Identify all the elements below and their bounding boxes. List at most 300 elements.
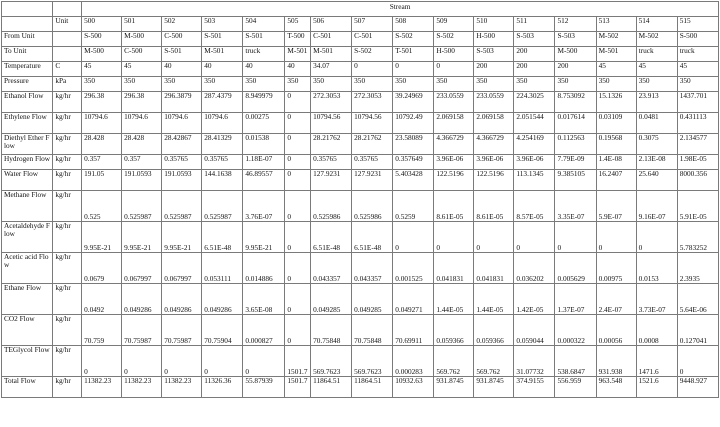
table-cell: M-500 — [82, 47, 122, 62]
table-cell: 39.24969 — [393, 92, 434, 113]
table-cell: 9.95E-21 — [162, 222, 202, 253]
table-cell: 10794.6 — [82, 113, 122, 134]
table-cell: 296.38 — [82, 92, 122, 113]
table-cell: 931.8745 — [474, 377, 514, 398]
table-cell: M-501 — [311, 47, 352, 62]
table-cell: 0.000283 — [393, 346, 434, 377]
table-cell: 9.16E-07 — [636, 191, 677, 222]
table-cell: 0.067997 — [162, 253, 202, 284]
row-label: Ethanol Flow — [2, 92, 53, 113]
table-cell: 8.949979 — [243, 92, 285, 113]
table-cell: 46.89557 — [243, 170, 285, 191]
table-cell: 3.76E-07 — [243, 191, 285, 222]
table-cell: S-503 — [474, 47, 514, 62]
table-cell: 0.0008 — [636, 315, 677, 346]
table-cell: 233.0559 — [434, 92, 474, 113]
table-cell: 8.61E-05 — [474, 191, 514, 222]
stream-table — [1, 1, 719, 398]
table-cell: 127.9231 — [352, 170, 393, 191]
table-cell: 287.4379 — [202, 92, 243, 113]
table-cell: S-500 — [82, 32, 122, 47]
table-cell: 70.75848 — [352, 315, 393, 346]
table-cell: 350 — [122, 77, 162, 92]
table-cell: 0.35765 — [202, 155, 243, 170]
table-cell: 45 — [82, 62, 122, 77]
table-cell: 0.049286 — [202, 284, 243, 315]
table-cell: 1.44E-05 — [434, 284, 474, 315]
table-cell: 0 — [243, 346, 285, 377]
table-cell: 0.431113 — [677, 113, 718, 134]
table-cell: 0.059044 — [514, 315, 555, 346]
row-label: Water Flow — [2, 170, 53, 191]
table-cell: 0 — [514, 222, 555, 253]
row-unit — [53, 47, 82, 62]
table-cell: C-500 — [122, 47, 162, 62]
row-unit: kg/hr — [53, 315, 82, 346]
table-cell: 10794.6 — [122, 113, 162, 134]
table-cell: 0 — [285, 170, 311, 191]
table-row — [2, 155, 719, 170]
table-cell: 1.18E-07 — [243, 155, 285, 170]
table-cell: 0 — [285, 253, 311, 284]
table-cell: 15.1326 — [596, 92, 636, 113]
table-row — [2, 284, 719, 315]
stream-title-row — [2, 2, 719, 17]
table-cell: 0.043357 — [352, 253, 393, 284]
table-row — [2, 134, 719, 155]
table-cell: 0.049285 — [352, 284, 393, 315]
table-cell: 10794.56 — [352, 113, 393, 134]
table-cell: 0 — [434, 222, 474, 253]
row-unit: kg/hr — [53, 346, 82, 377]
table-cell: 28.21762 — [352, 134, 393, 155]
row-label: Temperature — [2, 62, 53, 77]
table-cell: 0 — [122, 346, 162, 377]
row-label: TEGlycol Flow — [2, 346, 53, 377]
table-cell: 0.00275 — [243, 113, 285, 134]
table-row — [2, 222, 719, 253]
table-cell: 0 — [555, 222, 596, 253]
stream-id-513: 513 — [596, 17, 636, 32]
table-cell: 191.0593 — [162, 170, 202, 191]
stream-id-501: 501 — [122, 17, 162, 32]
table-cell: 28.41329 — [202, 134, 243, 155]
table-cell: 0.041831 — [474, 253, 514, 284]
stream-id-502: 502 — [162, 17, 202, 32]
table-cell: 0 — [596, 222, 636, 253]
table-cell: 350 — [202, 77, 243, 92]
table-cell: 1471.6 — [636, 346, 677, 377]
table-cell: 0.01538 — [243, 134, 285, 155]
row-unit: kg/hr — [53, 191, 82, 222]
table-cell: 8.61E-05 — [434, 191, 474, 222]
table-cell: truck — [243, 47, 285, 62]
table-cell: 350 — [474, 77, 514, 92]
table-cell: 10932.63 — [393, 377, 434, 398]
table-cell: 0.067997 — [122, 253, 162, 284]
row-label: Ethane Flow — [2, 284, 53, 315]
table-cell: S-501 — [162, 47, 202, 62]
stream-id-508: 508 — [393, 17, 434, 32]
table-cell: 0.357649 — [393, 155, 434, 170]
table-cell: 0 — [285, 284, 311, 315]
table-cell: 5.64E-06 — [677, 284, 718, 315]
table-cell: 0 — [285, 92, 311, 113]
table-cell: 70.75904 — [202, 315, 243, 346]
table-cell: M-501 — [285, 47, 311, 62]
table-cell: 1.37E-07 — [555, 284, 596, 315]
table-cell: 1.4E-08 — [596, 155, 636, 170]
table-cell: 0.0481 — [636, 113, 677, 134]
table-cell: 0.0153 — [636, 253, 677, 284]
table-row — [2, 377, 719, 398]
table-row — [2, 253, 719, 284]
row-unit — [53, 32, 82, 47]
table-cell: S-503 — [514, 32, 555, 47]
table-cell: M-500 — [555, 47, 596, 62]
table-cell: C-501 — [352, 32, 393, 47]
table-cell: 0.03109 — [596, 113, 636, 134]
table-cell: 34.07 — [311, 62, 352, 77]
table-cell: 122.5196 — [474, 170, 514, 191]
table-cell: 2.069158 — [474, 113, 514, 134]
table-cell: C-500 — [162, 32, 202, 47]
table-cell: M-500 — [122, 32, 162, 47]
table-cell: 350 — [555, 77, 596, 92]
table-cell: 28.42867 — [162, 134, 202, 155]
table-cell: 8.57E-05 — [514, 191, 555, 222]
row-label: Ethylene Flow — [2, 113, 53, 134]
row-label: Methane Flow — [2, 191, 53, 222]
table-cell: 0.017614 — [555, 113, 596, 134]
row-unit: kg/hr — [53, 377, 82, 398]
table-cell: 0.005629 — [555, 253, 596, 284]
row-label: Acetic acid Flow — [2, 253, 53, 284]
table-cell: 0 — [393, 62, 434, 77]
stream-id-505: 505 — [285, 17, 311, 32]
table-cell: 0.0679 — [82, 253, 122, 284]
table-cell: 40 — [162, 62, 202, 77]
table-cell: 3.96E-06 — [474, 155, 514, 170]
table-cell: T-500 — [285, 32, 311, 47]
stream-id-503: 503 — [202, 17, 243, 32]
table-cell: M-502 — [636, 32, 677, 47]
table-cell: 6.51E-48 — [202, 222, 243, 253]
table-cell: 45 — [677, 62, 718, 77]
row-unit: kg/hr — [53, 170, 82, 191]
table-cell: 11382.23 — [82, 377, 122, 398]
stream-id-512: 512 — [555, 17, 596, 32]
table-cell: S-502 — [393, 32, 434, 47]
table-cell: 0.35765 — [352, 155, 393, 170]
table-cell: 0.0492 — [82, 284, 122, 315]
stream-id-504: 504 — [243, 17, 285, 32]
table-cell: 3.35E-07 — [555, 191, 596, 222]
table-cell: 0.043357 — [311, 253, 352, 284]
table-cell: 350 — [285, 77, 311, 92]
table-cell: 11382.23 — [122, 377, 162, 398]
table-cell: 224.3025 — [514, 92, 555, 113]
table-cell: 2.13E-08 — [636, 155, 677, 170]
table-cell: 0.00975 — [596, 253, 636, 284]
table-cell: 272.3053 — [352, 92, 393, 113]
table-cell: 5.9E-07 — [596, 191, 636, 222]
table-cell: H-500 — [474, 32, 514, 47]
table-cell: 9.95E-21 — [82, 222, 122, 253]
table-cell: 11864.51 — [311, 377, 352, 398]
table-cell: 569.762 — [434, 346, 474, 377]
table-cell: 6.51E-48 — [311, 222, 352, 253]
table-cell: 0 — [82, 346, 122, 377]
table-cell: 0.525987 — [122, 191, 162, 222]
table-cell: 4.254169 — [514, 134, 555, 155]
table-cell: M-502 — [596, 32, 636, 47]
table-cell: 0.053111 — [202, 253, 243, 284]
table-cell: 350 — [82, 77, 122, 92]
row-label: Hydrogen Flow — [2, 155, 53, 170]
table-cell: 191.0593 — [122, 170, 162, 191]
table-cell: 200 — [514, 62, 555, 77]
table-cell: 1521.6 — [636, 377, 677, 398]
row-unit: kg/hr — [53, 92, 82, 113]
table-cell: 28.21762 — [311, 134, 352, 155]
row-label: From Unit — [2, 32, 53, 47]
table-cell: 569.7623 — [311, 346, 352, 377]
stream-id-515: 515 — [677, 17, 718, 32]
row-label: Acetaldehyde Flow — [2, 222, 53, 253]
table-cell: 0 — [474, 222, 514, 253]
table-cell: 0.001525 — [393, 253, 434, 284]
table-row — [2, 315, 719, 346]
table-row — [2, 346, 719, 377]
table-cell: 0 — [434, 62, 474, 77]
table-cell: 2.134577 — [677, 134, 718, 155]
table-cell: 4.366729 — [434, 134, 474, 155]
unit-header: Unit — [53, 17, 82, 32]
row-label: Total Flow — [2, 377, 53, 398]
table-cell: 0.049285 — [311, 284, 352, 315]
table-cell: 350 — [162, 77, 202, 92]
table-cell: 0.35765 — [162, 155, 202, 170]
table-row — [2, 113, 719, 134]
stream-table-container — [1, 1, 719, 425]
table-cell: truck — [636, 47, 677, 62]
stream-id-507: 507 — [352, 17, 393, 32]
table-cell: 2.051544 — [514, 113, 555, 134]
table-cell: 3.96E-06 — [434, 155, 474, 170]
table-cell: 0.5259 — [393, 191, 434, 222]
table-row — [2, 77, 719, 92]
table-cell: 0.525987 — [162, 191, 202, 222]
table-cell: 233.0559 — [474, 92, 514, 113]
table-cell: 0.357 — [122, 155, 162, 170]
table-cell: 10794.6 — [162, 113, 202, 134]
table-cell: 0.059366 — [434, 315, 474, 346]
table-cell: 28.428 — [82, 134, 122, 155]
table-cell: 0.049286 — [162, 284, 202, 315]
row-label: Pressure — [2, 77, 53, 92]
table-cell: 70.75848 — [311, 315, 352, 346]
table-cell: 0 — [393, 222, 434, 253]
table-cell: 931.8745 — [434, 377, 474, 398]
unit-corner-cell — [53, 2, 82, 17]
row-label: To Unit — [2, 47, 53, 62]
row-unit: kg/hr — [53, 284, 82, 315]
table-cell: 0 — [285, 113, 311, 134]
stream-id-506: 506 — [311, 17, 352, 32]
table-cell: 40 — [243, 62, 285, 77]
stream-id-510: 510 — [474, 17, 514, 32]
table-cell: 0.014886 — [243, 253, 285, 284]
table-cell: 350 — [514, 77, 555, 92]
table-cell: S-501 — [202, 32, 243, 47]
table-cell: 3.96E-06 — [514, 155, 555, 170]
table-cell: 1.42E-05 — [514, 284, 555, 315]
table-cell: 28.428 — [122, 134, 162, 155]
table-cell: 45 — [122, 62, 162, 77]
table-cell: 45 — [596, 62, 636, 77]
row-label: CO2 Flow — [2, 315, 53, 346]
table-cell: 5.403428 — [393, 170, 434, 191]
row-unit: kPa — [53, 77, 82, 92]
table-cell: 10794.6 — [202, 113, 243, 134]
table-cell: 0 — [285, 191, 311, 222]
table-cell: 2.069158 — [434, 113, 474, 134]
table-cell: 0.112563 — [555, 134, 596, 155]
table-cell: 5.783252 — [677, 222, 718, 253]
table-cell: 0 — [162, 346, 202, 377]
table-cell: 931.938 — [596, 346, 636, 377]
table-cell: 3.65E-08 — [243, 284, 285, 315]
table-cell: 3.73E-07 — [636, 284, 677, 315]
table-cell: 70.69911 — [393, 315, 434, 346]
table-cell: 374.9155 — [514, 377, 555, 398]
table-cell: 0 — [677, 346, 718, 377]
table-cell: 0.525986 — [352, 191, 393, 222]
row-unit: kg/hr — [53, 222, 82, 253]
table-cell: 1501.7 — [285, 377, 311, 398]
table-cell: T-501 — [393, 47, 434, 62]
table-cell: 122.5196 — [434, 170, 474, 191]
table-row — [2, 47, 719, 62]
table-cell: 556.959 — [555, 377, 596, 398]
table-cell: S-500 — [677, 32, 718, 47]
table-cell: 0.049286 — [122, 284, 162, 315]
table-cell: 0.3075 — [636, 134, 677, 155]
table-cell: 70.75987 — [122, 315, 162, 346]
row-unit: kg/hr — [53, 134, 82, 155]
row-unit: C — [53, 62, 82, 77]
table-row — [2, 92, 719, 113]
table-cell: 569.762 — [474, 346, 514, 377]
table-cell: 127.9231 — [311, 170, 352, 191]
table-cell: 5.91E-05 — [677, 191, 718, 222]
table-cell: 6.51E-48 — [352, 222, 393, 253]
table-cell: 45 — [636, 62, 677, 77]
table-cell: 9448.927 — [677, 377, 718, 398]
row-label: Diethyl Ether Flow — [2, 134, 53, 155]
table-cell: 0 — [352, 62, 393, 77]
table-cell: 0.525987 — [202, 191, 243, 222]
table-cell: 0.041831 — [434, 253, 474, 284]
table-cell: 40 — [285, 62, 311, 77]
table-cell: 350 — [636, 77, 677, 92]
stream-id-511: 511 — [514, 17, 555, 32]
row-unit: kg/hr — [53, 113, 82, 134]
table-cell: 8000.356 — [677, 170, 718, 191]
table-cell: 9.95E-21 — [243, 222, 285, 253]
row-unit: kg/hr — [53, 155, 82, 170]
table-cell: 350 — [243, 77, 285, 92]
table-cell: M-501 — [596, 47, 636, 62]
table-cell: 40 — [202, 62, 243, 77]
table-cell: 4.366729 — [474, 134, 514, 155]
table-cell: H-500 — [434, 47, 474, 62]
table-cell: 70.759 — [82, 315, 122, 346]
blank-label-cell — [2, 17, 53, 32]
table-cell: 1437.701 — [677, 92, 718, 113]
table-cell: 10792.49 — [393, 113, 434, 134]
table-cell: 0.000322 — [555, 315, 596, 346]
corner-cell — [2, 2, 53, 17]
table-cell: 144.1638 — [202, 170, 243, 191]
table-cell: 0 — [285, 134, 311, 155]
stream-id-509: 509 — [434, 17, 474, 32]
table-cell: 70.75987 — [162, 315, 202, 346]
table-cell: 0.19568 — [596, 134, 636, 155]
table-cell: 113.1345 — [514, 170, 555, 191]
table-cell: 350 — [393, 77, 434, 92]
table-cell: 200 — [555, 62, 596, 77]
stream-id-row — [2, 17, 719, 32]
table-cell: 200 — [514, 47, 555, 62]
table-cell: 9.95E-21 — [122, 222, 162, 253]
table-cell: 11864.51 — [352, 377, 393, 398]
table-cell: S-502 — [352, 47, 393, 62]
table-cell: 0.357 — [82, 155, 122, 170]
row-unit: kg/hr — [53, 253, 82, 284]
table-cell: 0.000827 — [243, 315, 285, 346]
table-cell: 11326.36 — [202, 377, 243, 398]
stream-id-500: 500 — [82, 17, 122, 32]
table-cell: 9.385105 — [555, 170, 596, 191]
table-row — [2, 62, 719, 77]
table-cell: 0 — [202, 346, 243, 377]
table-cell: 0.127041 — [677, 315, 718, 346]
table-cell: 1.98E-05 — [677, 155, 718, 170]
table-cell: 0 — [285, 222, 311, 253]
table-cell: 296.38 — [122, 92, 162, 113]
table-row — [2, 170, 719, 191]
table-cell: 31.07732 — [514, 346, 555, 377]
table-cell: 350 — [596, 77, 636, 92]
table-cell: 1501.7 — [285, 346, 311, 377]
table-cell: 0.35765 — [311, 155, 352, 170]
table-cell: 0 — [636, 222, 677, 253]
table-cell: 350 — [352, 77, 393, 92]
table-cell: 350 — [434, 77, 474, 92]
table-cell: M-501 — [202, 47, 243, 62]
table-cell: 23.58089 — [393, 134, 434, 155]
table-cell: 1.44E-05 — [474, 284, 514, 315]
table-cell: 0.049271 — [393, 284, 434, 315]
table-cell: 55.87939 — [243, 377, 285, 398]
table-cell: 0.059366 — [474, 315, 514, 346]
table-cell: S-501 — [243, 32, 285, 47]
stream-id-514: 514 — [636, 17, 677, 32]
table-cell: 10794.56 — [311, 113, 352, 134]
table-cell: 23.913 — [636, 92, 677, 113]
